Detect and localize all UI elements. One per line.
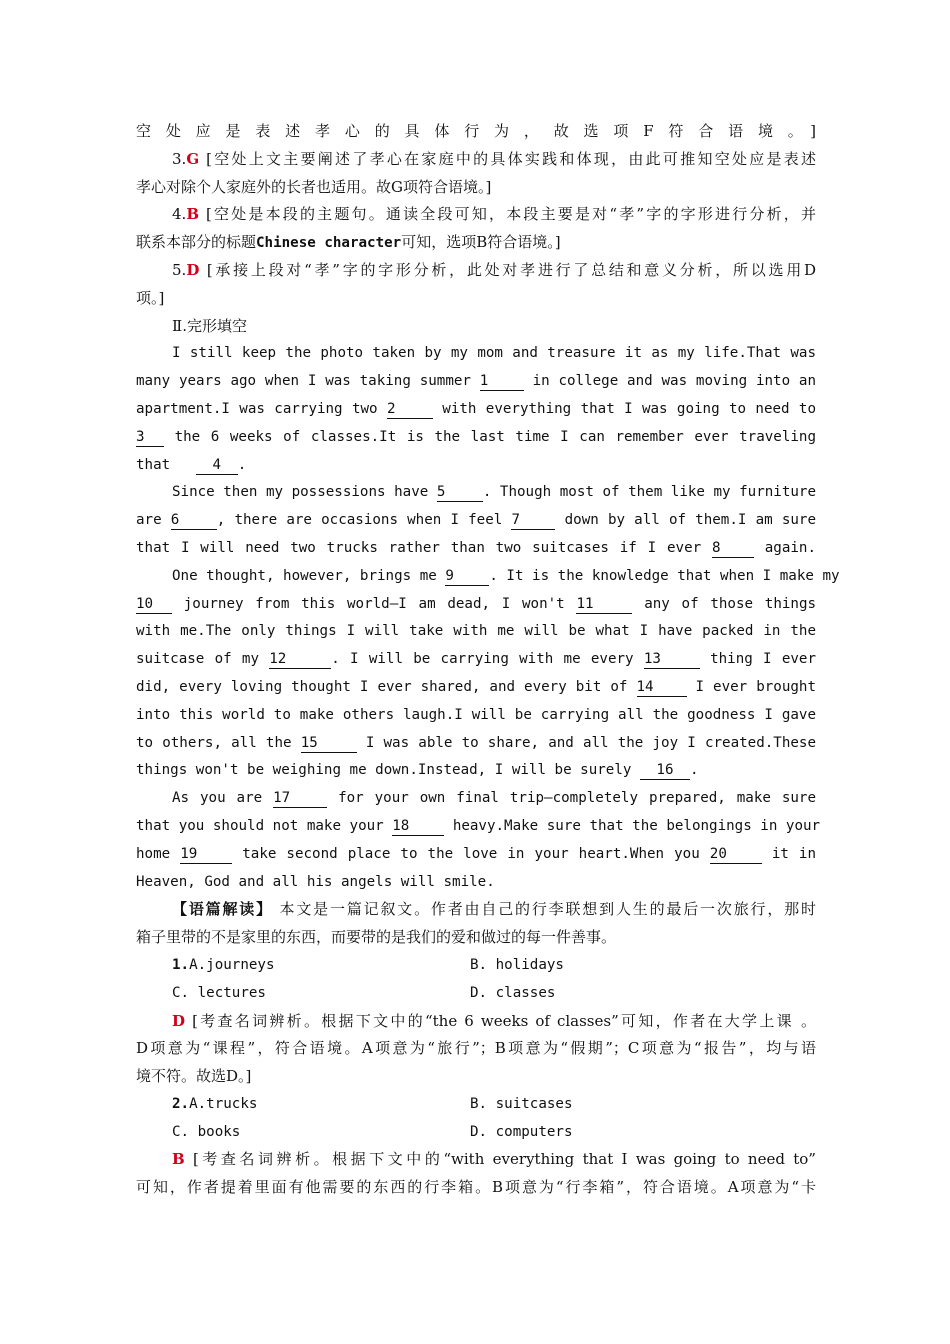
passage-line: with me.The only things I will take with me will be what I have packed in the (136, 623, 816, 640)
passage-line: Since then my possessions have 5 . Though most of them like my furniture (172, 484, 817, 501)
passage-line: Heaven, God and all his angels will smile. (136, 873, 495, 890)
passage-line: that I will need two trucks rather than two suitcases if I ever 8 again. (136, 539, 816, 556)
blank: 5 (437, 483, 483, 502)
blank: 8 (712, 539, 754, 558)
passage-line: 10 journey from this world—I am dead, I won't 11 any of those things (136, 595, 817, 612)
blank: 3 (136, 428, 164, 447)
answer-5-cont: 项。] (136, 288, 165, 307)
blank: 1 (480, 372, 524, 391)
passage-line: into this world to make others laugh.I will be carrying all the goodness I gave (136, 706, 816, 723)
passage-line: home 19 take second place to the love in your heart.When you 20 it in (136, 845, 817, 862)
blank: 17 (273, 789, 327, 808)
question-1-options-row2: C. lectures D. classes (172, 984, 556, 1001)
passage-line: are 6 , there are occasions when I feel 7 down by all of them.I am sure (136, 512, 816, 529)
passage-line: things won't be weighing me down.Instead, I will be surely 16 . (136, 762, 699, 779)
question-1-explanation-end: 境不符。故选D。] (136, 1067, 252, 1086)
question-2-explanation-cont: 可知，作者提着里面有他需要的东西的行李箱。B项意为“行李箱”，符合语境。A项意为“卡 (136, 1178, 816, 1197)
answer-3-cont: 孝心对除个人家庭外的长者也适用。故G项符合语境。] (136, 177, 492, 196)
answer-letter: D (172, 1011, 186, 1030)
passage-analysis: 【语篇解读】 本文是一篇记叙文。作者由自己的行李联想到人生的最后一次旅行，那时 (172, 900, 816, 919)
passage-analysis-cont: 箱子里带的不是家里的东西，而要带的是我们的爱和做过的每一件善事。 (136, 928, 617, 947)
passage-line: did, every loving thought I ever shared, and every bit of 14 I ever brought (136, 678, 817, 695)
question-1-explanation: D [考查名词辨析。根据下文中的“the 6 weeks of classes”可知，作者在大学上课 。 (172, 1011, 816, 1030)
answer-letter: D (186, 260, 200, 279)
blank: 7 (511, 511, 555, 530)
question-1-options-row1: 1.A.journeys B. holidays (172, 956, 564, 973)
blank: 9 (445, 567, 489, 586)
passage-line: that you should not make your 18 heavy.Make sure that the belongings in your (136, 817, 821, 834)
blank: 18 (392, 817, 444, 836)
answer-3: 3.G [空处上文主要阐述了孝心在家庭中的具体实践和体现，由此可推知空处应是表述 (172, 149, 816, 168)
passage-line: 3 the 6 weeks of classes.It is the last time I can remember ever traveling (136, 428, 816, 445)
section-title: Ⅱ.完形填空 (172, 316, 247, 335)
answer-letter: B (186, 205, 199, 224)
passage-line: apartment.I was carrying two 2 with everything that I was going to need to (136, 400, 817, 417)
answer-letter: G (186, 149, 200, 168)
question-2-explanation: B [考查名词辨析。根据下文中的“with everything that I was going to need to” (172, 1150, 816, 1169)
passage-line: I still keep the photo taken by my mom and treasure it as my life.That was (172, 345, 816, 362)
blank: 13 (644, 650, 700, 669)
passage-line: As you are 17 for your own final trip—completely prepared, make sure (172, 790, 817, 807)
answer-letter: B (172, 1150, 185, 1169)
answer-2-tail: 空处应是表述孝心的具体行为，故选项F符合语境。] (136, 122, 816, 140)
passage-line: to others, all the 15 I was able to share, and all the joy I created.These (136, 734, 816, 751)
question-1-explanation-cont: D项意为“课程”，符合语境。A项意为“旅行”；B项意为“假期”；C项意为“报告”，均与语 (136, 1039, 816, 1058)
answer-4: 4.B [空处是本段的主题句。通读全段可知，本段主要是对“孝”字的字形进行分析，并 (172, 205, 816, 224)
blank: 14 (637, 678, 687, 697)
blank: 2 (387, 400, 433, 419)
question-2-options-row1: 2.A.trucks B. suitcases (172, 1095, 573, 1112)
analysis-label: 【语篇解读】 (172, 900, 273, 919)
answer-4-cont: 联系本部分的标题Chinese character可知，选项B符合语境。] (136, 233, 561, 252)
blank: 4 (196, 456, 238, 475)
blank: 16 (640, 761, 690, 780)
passage-line: many years ago when I was taking summer 1 in college and was moving into an (136, 373, 817, 390)
document-page (136, 118, 840, 1202)
passage-line: suitcase of my 12 . I will be carrying with me every 13 thing I ever (136, 651, 816, 668)
blank: 11 (576, 595, 632, 614)
blank: 6 (171, 511, 217, 530)
blank: 10 (136, 595, 172, 614)
blank: 12 (269, 650, 331, 669)
answer-5: 5.D [承接上段对“孝”字的字形分析，此处对孝进行了总结和意义分析，所以选用D (172, 260, 816, 279)
blank: 19 (180, 845, 232, 864)
question-2-options-row2: C. books D. computers (172, 1123, 573, 1140)
passage-line: that 4 . (136, 456, 247, 473)
blank: 15 (301, 734, 357, 753)
passage-line: One thought, however, brings me 9 . It is the knowledge that when I make my (172, 567, 840, 584)
blank: 20 (710, 845, 762, 864)
